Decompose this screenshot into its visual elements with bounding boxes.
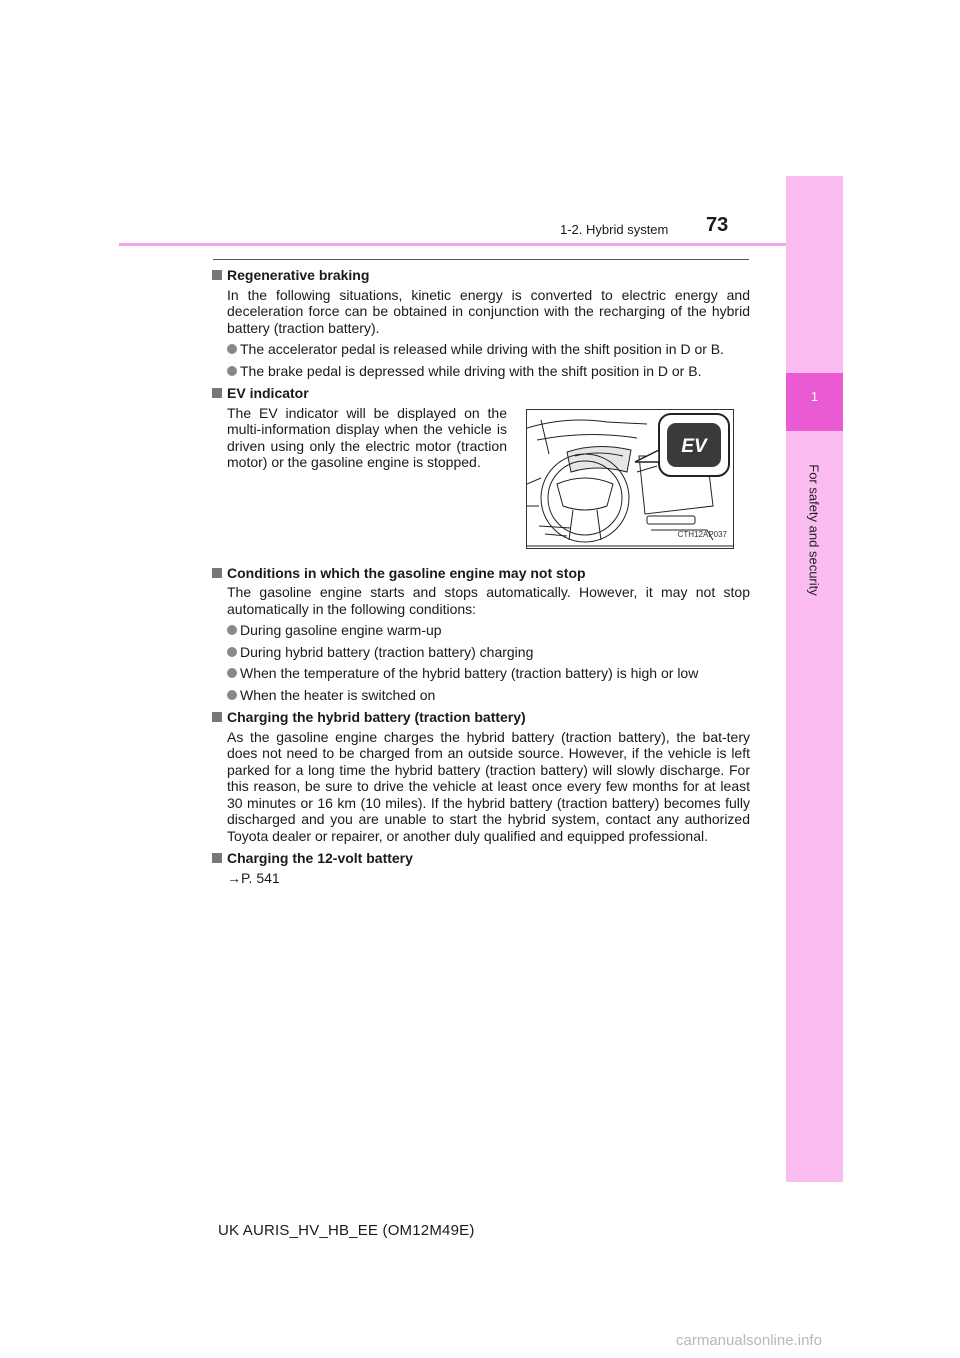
footer-model-code: UK AURIS_HV_HB_EE (OM12M49E) [218, 1222, 475, 1239]
circle-bullet-icon [227, 344, 237, 354]
chapter-title: For safety and security [806, 464, 822, 596]
list-item: During gasoline engine warm-up [227, 622, 750, 639]
circle-bullet-icon [227, 668, 237, 678]
square-bullet-icon [212, 568, 222, 578]
content-rule [213, 259, 749, 260]
ev-icon-label: EV [681, 435, 707, 457]
page-content [212, 267, 750, 886]
page-number: 73 [706, 214, 729, 236]
paragraph: The EV indicator will be displayed on the multi-information display when the vehicle is driven using only the electric motor (traction motor) or the gasoline engine is stopped. [227, 404, 507, 470]
heading-regenerative-braking: Regenerative braking [212, 267, 750, 284]
circle-bullet-icon [227, 366, 237, 376]
chapter-side-tab [786, 176, 843, 1182]
list-item: During hybrid battery (traction battery) charging [227, 644, 750, 661]
list-item: When the heater is switched on [227, 687, 750, 704]
ev-indicator-illustration [526, 409, 734, 549]
square-bullet-icon [212, 712, 222, 722]
list-item: The accelerator pedal is released while driving with the shift position in D or B. [227, 341, 750, 358]
list-item: When the temperature of the hybrid battery (traction battery) is high or low [227, 665, 750, 682]
section-title: 1-2. Hybrid system [560, 222, 669, 237]
paragraph: The gasoline engine starts and stops automatically. However, it may not stop automatically in the following conditions: [227, 584, 750, 617]
square-bullet-icon [212, 388, 222, 398]
figure-code: CTH12AP037 [677, 530, 727, 539]
circle-bullet-icon [227, 625, 237, 635]
paragraph: As the gasoline engine charges the hybrid battery (traction battery), the bat-tery does not need to be charged from an outside source. However, if the vehicle is left parked for a long time the hybrid battery (traction battery) will slowly discharge. For this reason, be sure to drive the vehicle at least once every few months for at least 30 minutes or 16 km (10 miles). If the hybrid battery (traction battery) becomes fully discharged and you are unable to start the hybrid system, contact any authorized Toyota dealer or repairer, or another duly qualified and equipped professional. [227, 728, 750, 844]
heading-charging-12v-battery: Charging the 12-volt battery [212, 850, 750, 867]
circle-bullet-icon [227, 690, 237, 700]
chapter-number: 1 [810, 389, 819, 404]
watermark: carmanualsonline.info [676, 1332, 822, 1349]
square-bullet-icon [212, 853, 222, 863]
heading-engine-may-not-stop: Conditions in which the gasoline engine may not stop [212, 565, 750, 582]
list-item: The brake pedal is depressed while driving with the shift position in D or B. [227, 363, 750, 380]
circle-bullet-icon [227, 647, 237, 657]
paragraph: In the following situations, kinetic energy is converted to electric energy and deceleration force can be obtained in conjunction with the recharging of the hybrid battery (traction battery). [227, 286, 750, 336]
ev-section [212, 405, 750, 565]
header-rule [119, 243, 786, 246]
square-bullet-icon [212, 270, 222, 280]
heading-ev-indicator: EV indicator [212, 385, 750, 402]
heading-charging-hybrid-battery: Charging the hybrid battery (traction battery) [212, 709, 750, 726]
page-reference-link[interactable]: →P. 541 [227, 869, 280, 886]
